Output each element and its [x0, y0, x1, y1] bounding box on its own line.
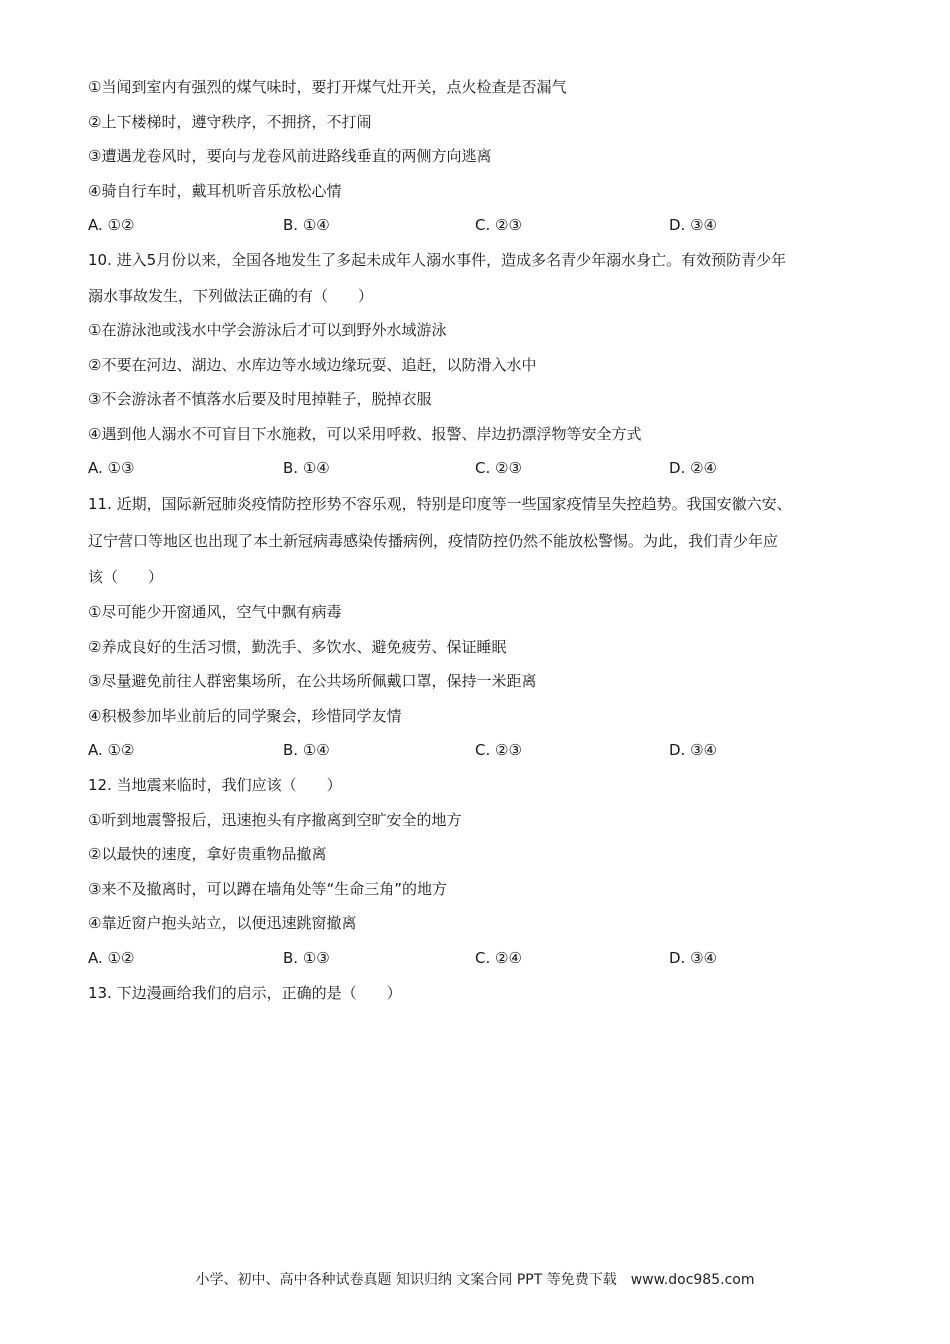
q10-options: [88, 458, 848, 478]
q11-option-a: A. ①②: [88, 741, 135, 759]
q10-item-1: ①在游泳池或浅水中学会游泳后才可以到野外水域游泳: [88, 321, 447, 339]
q12-item-1: ①听到地震警报后，迅速抱头有序撤离到空旷安全的地方: [88, 811, 462, 829]
q9-option-a: A. ①②: [88, 216, 135, 234]
q11-item-2: ②养成良好的生活习惯，勤洗手、多饮水、避免疲劳、保证睡眠: [88, 638, 507, 656]
q12-option-c: C. ②④: [475, 949, 522, 967]
q9-item-1: ①当闻到室内有强烈的煤气味时，要打开煤气灶开关，点火检查是否漏气: [88, 78, 567, 96]
q10-option-d: D. ②④: [669, 459, 717, 477]
q11-item-4: ④积极参加毕业前后的同学聚会，珍惜同学友情: [88, 707, 402, 725]
q10-item-2: ②不要在河边、湖边、水库边等水域边缘玩耍、追赶，以防滑入水中: [88, 356, 537, 374]
q11-stem-line-2: 辽宁营口等地区也出现了本土新冠病毒感染传播病例，疫情防控仍然不能放松警惕。为此，我们青少年应: [88, 532, 779, 550]
q10-stem-line-2: 溺水事故发生，下列做法正确的有（ ）: [88, 287, 374, 305]
q12-item-4: ④靠近窗户抱头站立，以便迅速跳窗撤离: [88, 914, 357, 932]
q10-stem-line-1: 10. 进入5月份以来，全国各地发生了多起未成年人溺水事件，造成多名青少年溺水身亡。有效预防青少年: [88, 251, 787, 269]
q9-option-c: C. ②③: [475, 216, 522, 234]
q11-option-b: B. ①④: [283, 741, 330, 759]
q10-item-4: ④遇到他人溺水不可盲目下水施救，可以采用呼救、报警、岸边扔漂浮物等安全方式: [88, 425, 642, 443]
q11-options: [88, 740, 848, 760]
q9-options: [88, 215, 848, 235]
q12-item-3: ③来不及撤离时，可以蹲在墙角处等“生命三角”的地方: [88, 880, 447, 898]
q9-option-d: D. ③④: [669, 216, 717, 234]
q9-item-2: ②上下楼梯时，遵守秩序，不拥挤，不打闹: [88, 113, 372, 131]
q13-stem: 13. 下边漫画给我们的启示，正确的是（ ）: [88, 984, 402, 1002]
q11-stem-line-3: 该（ ）: [88, 568, 164, 586]
q11-option-d: D. ③④: [669, 741, 717, 759]
q10-option-c: C. ②③: [475, 459, 522, 477]
q10-option-b: B. ①④: [283, 459, 330, 477]
q12-stem: 12. 当地震来临时，我们应该（ ）: [88, 776, 342, 794]
q11-option-c: C. ②③: [475, 741, 522, 759]
q10-option-a: A. ①③: [88, 459, 135, 477]
q9-item-3: ③遭遇龙卷风时，要向与龙卷风前进路线垂直的两侧方向逃离: [88, 147, 492, 165]
q12-option-a: A. ①②: [88, 949, 135, 967]
q9-item-4: ④骑自行车时，戴耳机听音乐放松心情: [88, 182, 342, 200]
q11-stem-line-1: 11. 近期，国际新冠肺炎疫情防控形势不容乐观，特别是印度等一些国家疫情呈失控趋势。我国安徽六安、: [88, 495, 792, 513]
q12-option-d: D. ③④: [669, 949, 717, 967]
q11-item-1: ①尽可能少开窗通风，空气中飘有病毒: [88, 603, 342, 621]
q9-option-b: B. ①④: [283, 216, 330, 234]
q12-item-2: ②以最快的速度，拿好贵重物品撤离: [88, 845, 327, 863]
q12-options: [88, 948, 848, 968]
q10-item-3: ③不会游泳者不慎落水后要及时甩掉鞋子，脱掉衣服: [88, 390, 432, 408]
q12-option-b: B. ①③: [283, 949, 330, 967]
page-footer: 小学、初中、高中各种试卷真题 知识归纳 文案合同 PPT 等免费下载 www.doc985.com: [195, 1272, 755, 1288]
q11-item-3: ③尽量避免前往人群密集场所，在公共场所佩戴口罩，保持一米距离: [88, 672, 537, 690]
